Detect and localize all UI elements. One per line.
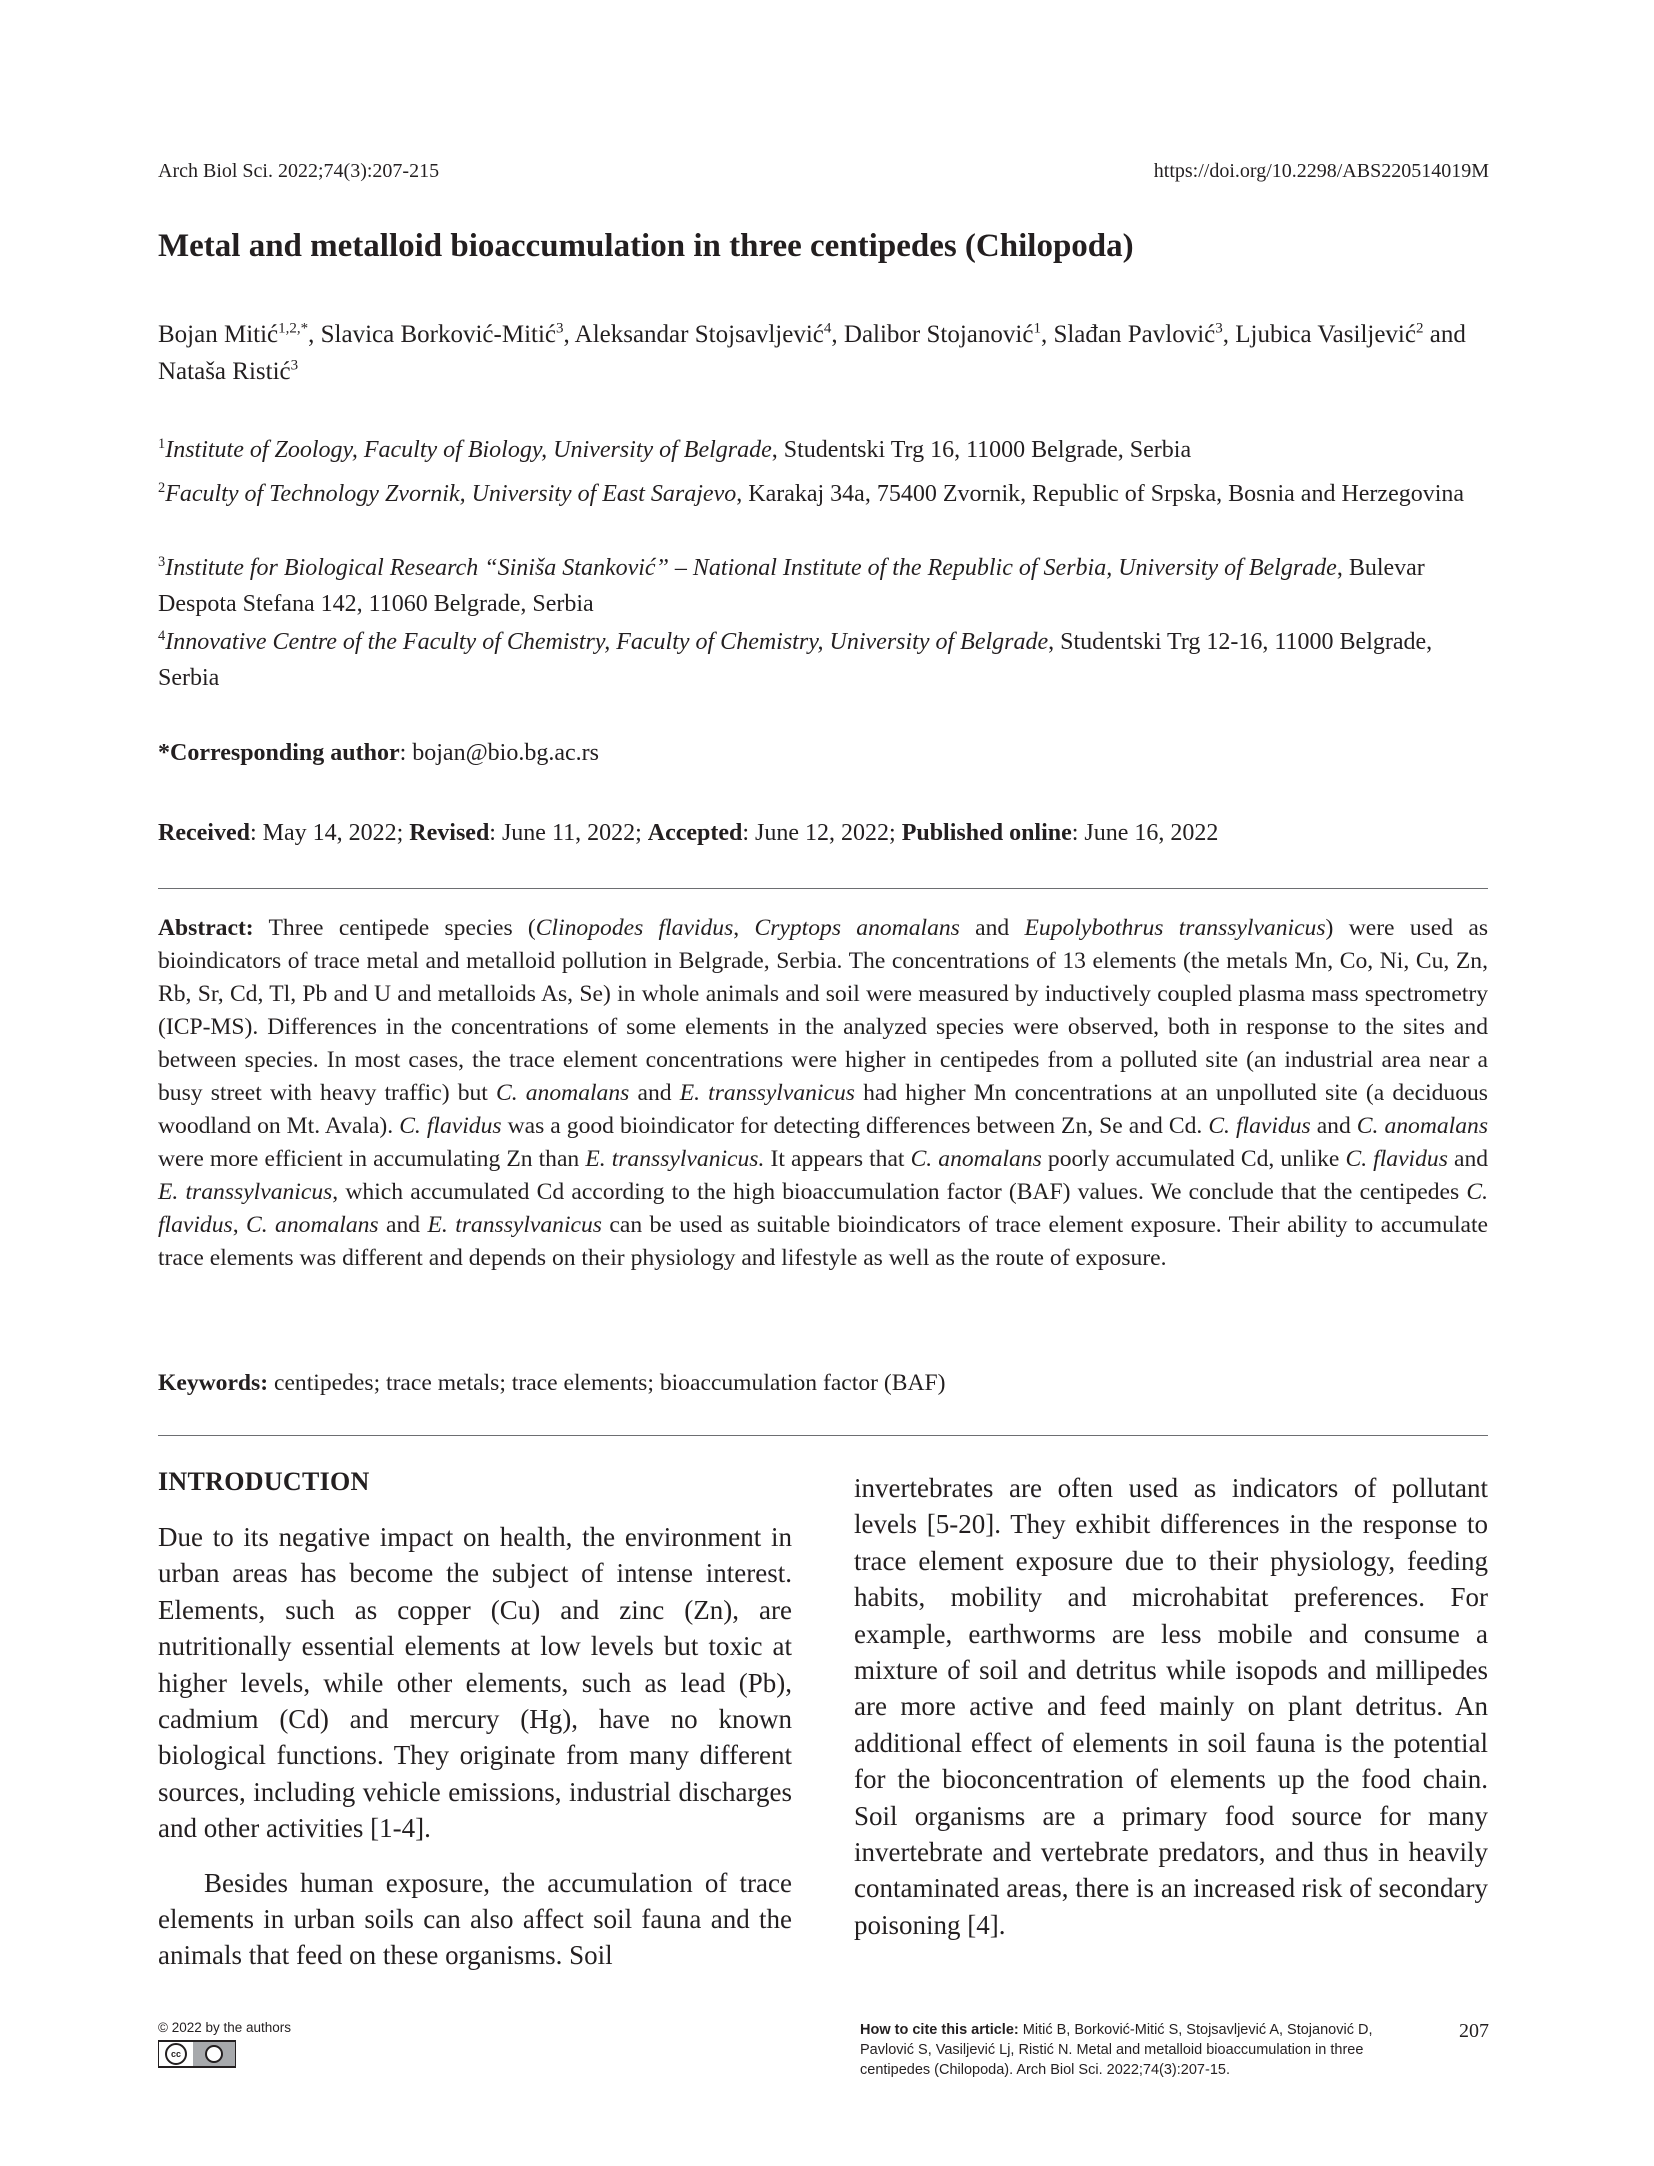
abstract-segment: and xyxy=(1447,1146,1489,1172)
body-column-left xyxy=(158,1465,792,1974)
author-name: Nataša Ristić xyxy=(158,358,291,385)
species-name: Eupolybothrus transsylvanicus xyxy=(1024,915,1326,941)
author-affiliation-marker: 1,2,* xyxy=(278,320,309,337)
divider xyxy=(158,1435,1488,1436)
published-label: Published online xyxy=(901,820,1072,846)
abstract-segment: and xyxy=(959,915,1025,941)
paragraph: Besides human exposure, the accumulation of trace elements in urban soils can also affect soil fauna and the animals that feed on these organisms. Soil xyxy=(158,1867,792,1971)
revised-date: : June 11, 2022; xyxy=(489,820,648,846)
citation-text: Mitić B, Borković-Mitić S, Stojsavljević A, Stojanović D, Pavlović S, Vasiljević Lj, Ristić N. Metal and metalloid bioaccumulation in three centipedes (Chilopoda). Arch Biol Sci. 2022;74(3):207-15. xyxy=(860,2022,1373,2078)
author-separator: , xyxy=(563,321,575,348)
author-name: Slađan Pavlović xyxy=(1053,321,1216,348)
affiliation-number: 4 xyxy=(158,628,166,644)
divider xyxy=(158,888,1488,889)
paragraph: Due to its negative impact on health, the environment in urban areas has become the subject of intense interest. Elements, such as copper (Cu) and zinc (Zn), are nutritionally essential elements at low levels but toxic at higher levels, while other elements, such as lead (Pb), cadmium (Cd) and mercury (Hg), have no known biological functions. They originate from many different sources, including vehicle emissions, industrial discharges and other activities [1-4]. xyxy=(158,1522,792,1844)
abstract-segment: poorly accumulated Cd, unlike xyxy=(1041,1146,1346,1172)
affiliation-number: 1 xyxy=(158,436,166,452)
journal-reference: Arch Biol Sci. 2022;74(3):207-215 xyxy=(158,160,440,182)
article-dates xyxy=(158,820,1218,847)
abstract-segment: and xyxy=(1310,1113,1357,1139)
received-label: Received xyxy=(158,820,250,846)
author-name: Ljubica Vasiljević xyxy=(1235,321,1416,348)
author-separator: , xyxy=(1222,321,1236,348)
abstract-segment: had higher Mn concentrations at an unpolluted site (a deciduous woodland on Mt. Avala). xyxy=(158,1080,1488,1139)
species-name: Cryptops anomalans xyxy=(754,915,960,941)
affiliation-institution: Faculty of Technology Zvornik, University of East Sarajevo xyxy=(165,481,737,507)
corresponding-author xyxy=(158,740,599,767)
species-name: C. anomalans xyxy=(495,1080,630,1106)
affiliation-address: , Bulevar Despota Stefana 142, 11060 Belgrade, Serbia xyxy=(158,555,1425,617)
abstract-segment: and xyxy=(378,1212,428,1238)
keywords xyxy=(158,1370,945,1397)
body-column-right xyxy=(854,1470,1488,1943)
keywords-text: centipedes; trace metals; trace elements; bioaccumulation factor (BAF) xyxy=(268,1370,946,1396)
affiliation-2 xyxy=(158,476,1498,512)
received-date: : May 14, 2022; xyxy=(249,820,410,846)
species-name: E. transsylvanicus. xyxy=(585,1146,765,1172)
author-name: Bojan Mitić xyxy=(158,321,279,348)
abstract-segment: can be used as suitable bioindicators of trace element exposure. Their ability to accumulate trace elements was different and depends on their physiology and lifestyle as well as the route of exposure. xyxy=(158,1212,1488,1271)
species-name: C. flavidus xyxy=(399,1113,502,1139)
citation-label: How to cite this article: xyxy=(860,2022,1019,2038)
species-name: C. flavidus xyxy=(158,1179,1488,1238)
affiliation-3 xyxy=(158,550,1498,622)
abstract xyxy=(158,912,1488,1275)
abstract-segment: Three centipede species ( xyxy=(253,915,536,941)
abstract-segment: , xyxy=(232,1212,247,1238)
author-separator: , xyxy=(308,321,321,348)
abstract-segment: was a good bioindicator for detecting differences between Zn, Se and Cd. xyxy=(501,1113,1209,1139)
author-affiliation-marker: 3 xyxy=(556,320,564,337)
affiliation-institution: Innovative Centre of the Faculty of Chemistry, Faculty of Chemistry, University of Belgrade xyxy=(165,629,1049,655)
species-name: E. transsylvanicus xyxy=(427,1212,602,1238)
accepted-date: : June 12, 2022; xyxy=(742,820,902,846)
affiliation-institution: Institute of Zoology, Faculty of Biology, University of Belgrade xyxy=(165,437,772,463)
affiliation-number: 2 xyxy=(158,480,166,496)
abstract-segment: and xyxy=(629,1080,680,1106)
species-name: C. anomalans xyxy=(1356,1113,1489,1139)
species-name: C. flavidus xyxy=(1208,1113,1311,1139)
species-name: E. transsylvanicus xyxy=(158,1179,333,1205)
keywords-label: Keywords: xyxy=(158,1370,269,1396)
corresponding-author-label: *Corresponding author xyxy=(158,740,400,766)
affiliation-1 xyxy=(158,432,1498,468)
affiliation-institution: Institute for Biological Research “Siniša Stanković” – National Institute of the Republic of Serbia, University of Belgrade xyxy=(165,555,1337,581)
author-name: Dalibor Stojanović xyxy=(843,321,1034,348)
affiliation-address: , Studentski Trg 12-16, 11000 Belgrade, Serbia xyxy=(158,629,1433,691)
published-date: : June 16, 2022 xyxy=(1071,820,1219,846)
doi-link[interactable]: https://doi.org/10.2298/ABS220514019M xyxy=(1153,160,1489,182)
abstract-segment: ) were used as bioindicators of trace metal and metalloid pollution in Belgrade, Serbia. The concentrations of 13 elements (the metals Mn, Co, Ni, Cu, Zn, Rb, Sr, Cd, Tl, Pb and U and metalloids As, Se) in whole animals and soil were measured by inductively coupled plasma mass spectrometry (ICP-MS). Differences in the concentrations of some elements in the analyzed species were observed, both in response to the sites and between species. In most cases, the trace element concentrations were higher in centipedes from a polluted site (an industrial area near a busy street with heavy traffic) but xyxy=(158,915,1489,1106)
species-name: C. anomalans xyxy=(246,1212,379,1238)
species-name: Clinopodes flavidus xyxy=(535,915,734,941)
abstract-segment: were more efficient in accumulating Zn than xyxy=(158,1146,586,1172)
author-affiliation-marker: 1 xyxy=(1033,320,1041,337)
affiliation-address: , Studentski Trg 16, 11000 Belgrade, Serbia xyxy=(771,437,1192,463)
article-title: Metal and metalloid bioaccumulation in three centipedes (Chilopoda) xyxy=(158,228,1134,264)
author-separator: , xyxy=(831,321,844,348)
author-list xyxy=(158,316,1498,390)
abstract-segment: , xyxy=(733,915,755,941)
accepted-label: Accepted xyxy=(647,820,743,846)
section-heading: INTRODUCTION xyxy=(158,1467,370,1496)
abstract-label: Abstract: xyxy=(158,915,254,941)
abstract-segment: It appears that xyxy=(764,1146,911,1172)
abstract-text xyxy=(158,915,1488,1271)
author-affiliation-marker: 4 xyxy=(823,320,832,337)
author-separator: , xyxy=(1040,321,1054,348)
page-number: 207 xyxy=(1459,2020,1489,2042)
species-name: E. transsylvanicus xyxy=(679,1080,855,1106)
corresponding-author-email[interactable]: : bojan@bio.bg.ac.rs xyxy=(399,740,599,766)
author-affiliation-marker: 3 xyxy=(290,357,299,374)
author-name: Slavica Borković-Mitić xyxy=(320,321,557,348)
affiliation-address: , Karakaj 34a, 75400 Zvornik, Republic of Srpska, Bosnia and Herzegovina xyxy=(736,481,1465,507)
abstract-segment: , which accumulated Cd according to the high bioaccumulation factor (BAF) values. We conclude that the centipedes xyxy=(332,1179,1467,1205)
author-separator: and xyxy=(1423,321,1466,348)
citation-note xyxy=(860,2020,1400,2080)
copyright-notice: © 2022 by the authors xyxy=(158,2020,292,2035)
author-affiliation-marker: 2 xyxy=(1415,320,1424,337)
author-affiliation-marker: 3 xyxy=(1215,320,1223,337)
affiliation-number: 3 xyxy=(158,554,166,570)
affiliation-4 xyxy=(158,624,1498,696)
cc-by-icon[interactable]: cc xyxy=(158,2040,236,2068)
species-name: C. anomalans xyxy=(910,1146,1042,1172)
author-name: Aleksandar Stojsavljević xyxy=(574,321,824,348)
revised-label: Revised xyxy=(409,820,490,846)
species-name: C. flavidus xyxy=(1345,1146,1448,1172)
paragraph: invertebrates are often used as indicators of pollutant levels [5-20]. They exhibit differences in the response to trace element exposure due to their physiology, feeding habits, mobility and microhabitat preferences. For example, earthworms are less mobile and consume a mixture of soil and detritus while isopods and millipedes are more active and feed mainly on plant detritus. An additional effect of elements in soil fauna is the potential for the bioconcentration of elements up the food chain. Soil organisms are a primary food source for many invertebrate and vertebrate predators, and thus in heavily contaminated areas, there is an increased risk of secondary poisoning [4]. xyxy=(854,1473,1488,1940)
